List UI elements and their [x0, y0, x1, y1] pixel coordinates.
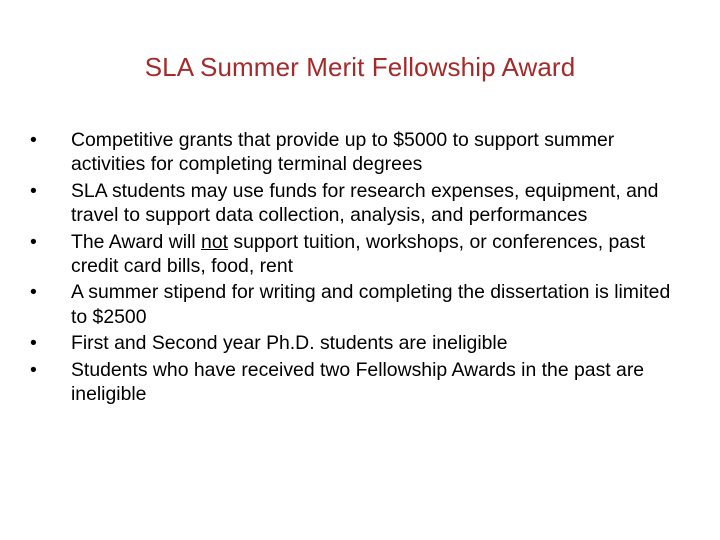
bullet-icon: •: [30, 129, 37, 151]
bullet-item-1: [30, 128, 690, 177]
bullet-text: A summer stipend for writing and completing the dissertation is limited to $2500: [71, 281, 671, 328]
bullet-text: Competitive grants that provide up to $5000 to support summer activities for completing terminal degrees: [71, 129, 615, 176]
bullet-item-3: [30, 230, 690, 279]
bullet-text-before: The Award will: [71, 230, 202, 253]
bullet-item-2: [30, 179, 690, 228]
bullet-icon: •: [30, 332, 37, 355]
bullet-text: SLA students may use funds for research expenses, equipment, and travel to support data collection, analysis, and performances: [71, 179, 659, 227]
bullet-icon: •: [30, 281, 37, 304]
bullet-text-emphasis: not: [201, 230, 229, 253]
bullet-icon: •: [30, 230, 37, 253]
bullet-list: [30, 128, 690, 408]
bullet-icon: •: [30, 179, 37, 202]
bullet-text-after: support tuition, workshops, or conferences, past credit card bills, food, rent: [71, 230, 646, 278]
slide-title: SLA Summer Merit Fellowship Award: [144, 52, 576, 82]
bullet-text: Students who have received two Fellowship Awards in the past are ineligible: [71, 358, 645, 406]
bullet-icon: •: [30, 358, 37, 381]
bullet-item-5: [30, 331, 690, 355]
bullet-text: First and Second year Ph.D. students are ineligible: [71, 332, 508, 355]
bullet-item-4: [30, 280, 690, 329]
bullet-item-6: [30, 358, 690, 407]
